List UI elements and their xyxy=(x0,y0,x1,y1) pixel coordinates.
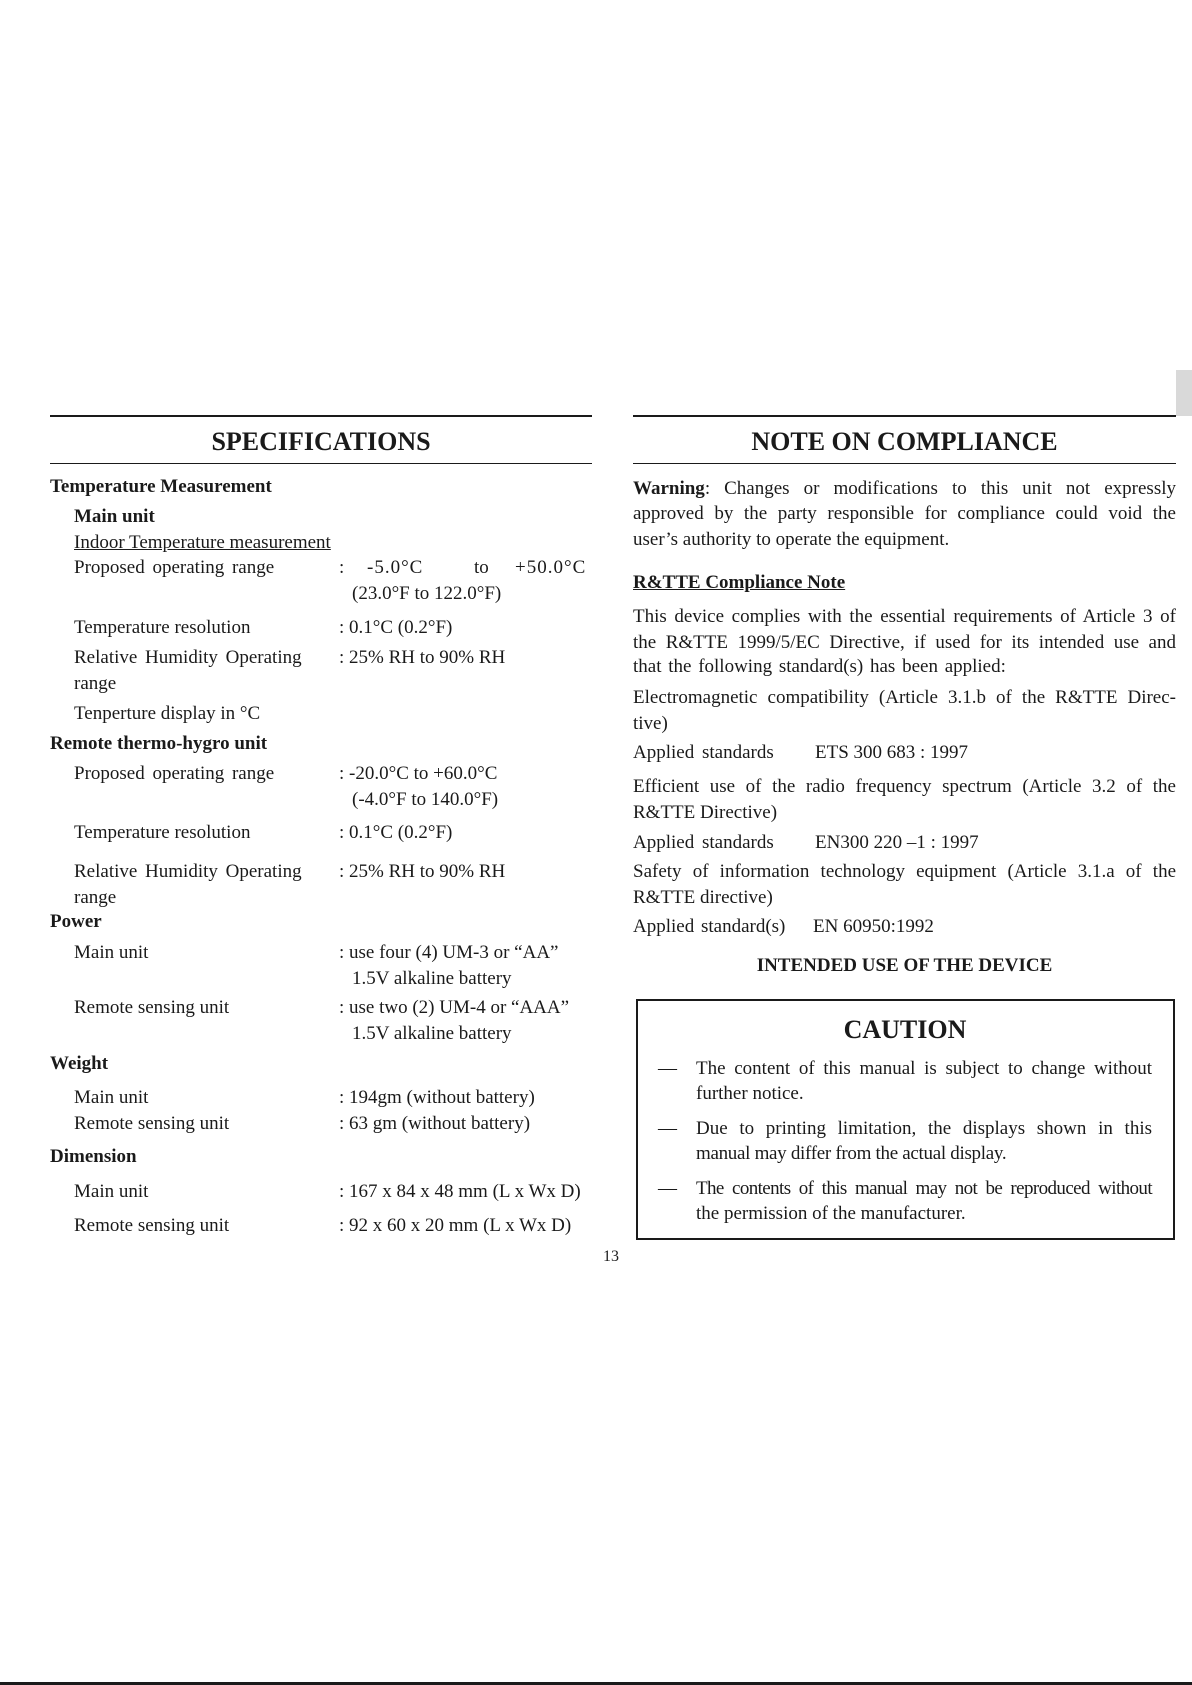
warning-label: Warning xyxy=(633,478,705,499)
safety-text-2: R&TTE directive) xyxy=(633,887,773,908)
rtte-line-2 xyxy=(633,633,1176,652)
specs-bottom-rule xyxy=(50,463,592,464)
caution-item-1-text-2: further notice. xyxy=(696,1083,804,1104)
caution-dash-3: — xyxy=(658,1178,677,1199)
radio-standard-value: EN300 220 –1 : 1997 xyxy=(815,832,979,853)
indoor-temp-heading: Indoor Temperature measurement xyxy=(74,532,331,553)
caution-item-3-text-2: the permission of the manufacturer. xyxy=(696,1203,966,1224)
caution-item-2-text-2: manual may differ from the actual display. xyxy=(696,1143,1007,1164)
warning-text-1: : Changes or modifications to this unit not expressly xyxy=(704,478,1176,499)
remote-range-fahrenheit: (-4.0°F to 140.0°F) xyxy=(352,789,499,810)
weight-main-label: Main unit xyxy=(74,1087,149,1108)
indoor-range-label: Proposed operating range xyxy=(74,557,275,578)
remote-resolution-value: : 0.1°C (0.2°F) xyxy=(339,822,453,843)
indoor-range-to-word: to xyxy=(474,557,489,578)
weight-heading: Weight xyxy=(50,1053,109,1074)
power-remote-value: : use two (2) UM-4 or “AAA” xyxy=(339,997,570,1018)
remote-unit-heading: Remote thermo-hygro unit xyxy=(50,733,268,754)
radio-standard-label: Applied standards xyxy=(633,832,774,853)
dimension-main-label: Main unit xyxy=(74,1181,149,1202)
radio-line-1 xyxy=(633,777,1176,796)
safety-standard-value: EN 60950:1992 xyxy=(813,916,934,937)
caution-item-1-text-1: The content of this manual is subject to change without xyxy=(696,1058,1152,1079)
dimension-main-value: : 167 x 84 x 48 mm (L x Wx D) xyxy=(339,1181,581,1202)
intended-use-heading: INTENDED USE OF THE DEVICE xyxy=(756,955,1053,976)
indoor-range-to: +50.0°C xyxy=(515,557,587,578)
power-remote-label: Remote sensing unit xyxy=(74,997,230,1018)
temp-measurement-heading: Temperature Measurement xyxy=(50,476,272,497)
weight-remote-label: Remote sensing unit xyxy=(74,1113,230,1134)
weight-main-value: : 194gm (without battery) xyxy=(339,1087,535,1108)
dimension-remote-value: : 92 x 60 x 20 mm (L x Wx D) xyxy=(339,1215,572,1236)
remote-range-label: Proposed operating range xyxy=(74,763,275,784)
rtte-text-1: This device complies with the essential requirements of Article 3 of xyxy=(633,606,1176,627)
indoor-rh-label-cont: range xyxy=(74,673,117,694)
weight-remote-value: : 63 gm (without battery) xyxy=(339,1113,531,1134)
emc-standard-value: ETS 300 683 : 1997 xyxy=(815,742,969,763)
specs-top-rule xyxy=(50,415,592,417)
page-number: 13 xyxy=(603,1248,619,1265)
indoor-resolution-value: : 0.1°C (0.2°F) xyxy=(339,617,453,638)
safety-standard-label: Applied standard(s) xyxy=(633,916,786,937)
caution-item-2-line-1 xyxy=(696,1119,1152,1138)
power-main-value-cont: 1.5V alkaline battery xyxy=(352,968,512,989)
specs-title: SPECIFICATIONS xyxy=(211,427,431,456)
indoor-range-colon: : xyxy=(339,557,345,578)
compliance-top-rule xyxy=(633,415,1176,417)
remote-range-value: : -20.0°C to +60.0°C xyxy=(339,763,498,784)
remote-resolution-label: Temperature resolution xyxy=(74,822,251,843)
compliance-title: NOTE ON COMPLIANCE xyxy=(751,427,1058,456)
warning-text-3: user’s authority to operate the equipment. xyxy=(633,529,950,550)
indoor-range-from: -5.0°C xyxy=(367,557,424,578)
indoor-range-fahrenheit: (23.0°F to 122.0°F) xyxy=(352,583,502,604)
dimension-remote-label: Remote sensing unit xyxy=(74,1215,230,1236)
radio-text-1: Efficient use of the radio frequency spectrum (Article 3.2 of the xyxy=(633,776,1176,797)
remote-rh-value: : 25% RH to 90% RH xyxy=(339,861,506,882)
main-unit-heading: Main unit xyxy=(74,506,155,527)
caution-title: CAUTION xyxy=(843,1015,967,1044)
indoor-rh-value: : 25% RH to 90% RH xyxy=(339,647,506,668)
dimension-heading: Dimension xyxy=(50,1146,137,1167)
display-unit-note: Tenperture display in °C xyxy=(74,703,261,724)
safety-line-1 xyxy=(633,862,1176,881)
radio-text-2: R&TTE Directive) xyxy=(633,802,778,823)
power-main-value: : use four (4) UM-3 or “AA” xyxy=(339,942,559,963)
warning-line-2 xyxy=(633,504,1176,523)
caution-box xyxy=(636,999,1175,1240)
warning-text-2: approved by the party responsible for compliance could void the xyxy=(633,503,1176,524)
indoor-rh-label: Relative Humidity Operating xyxy=(74,647,302,668)
caution-item-1-line-1 xyxy=(696,1059,1152,1078)
caution-item-2-text-1: Due to printing limitation, the displays shown in this xyxy=(696,1118,1152,1139)
caution-item-3-text-1: The contents of this manual may not be reproduced without xyxy=(696,1178,1152,1199)
edge-tab-marker xyxy=(1176,370,1192,416)
power-remote-value-cont: 1.5V alkaline battery xyxy=(352,1023,512,1044)
indoor-resolution-label: Temperature resolution xyxy=(74,617,251,638)
caution-item-3-line-1 xyxy=(696,1179,1152,1198)
caution-dash-2: — xyxy=(658,1118,677,1139)
emc-text-1: Electromagnetic compatibility (Article 3.1.b of the R&TTE Direc- xyxy=(633,687,1176,708)
safety-text-1: Safety of information technology equipment (Article 3.1.a of the xyxy=(633,861,1176,882)
warning-line-1 xyxy=(633,479,1176,498)
power-main-label: Main unit xyxy=(74,942,149,963)
rtte-line-1 xyxy=(633,607,1176,626)
emc-standard-label: Applied standards xyxy=(633,742,774,763)
rtte-heading: R&TTE Compliance Note xyxy=(633,572,846,593)
rtte-text-2: the R&TTE 1999/5/EC Directive, if used for its intended use and xyxy=(633,632,1176,653)
emc-text-2: tive) xyxy=(633,713,668,734)
rtte-text-3: that the following standard(s) has been applied: xyxy=(633,656,1006,677)
compliance-bottom-rule xyxy=(633,463,1176,464)
remote-rh-label: Relative Humidity Operating xyxy=(74,861,302,882)
remote-rh-label-cont: range xyxy=(74,887,117,908)
caution-dash-1: — xyxy=(658,1058,677,1079)
emc-line-1 xyxy=(633,688,1176,707)
power-heading: Power xyxy=(50,911,102,932)
